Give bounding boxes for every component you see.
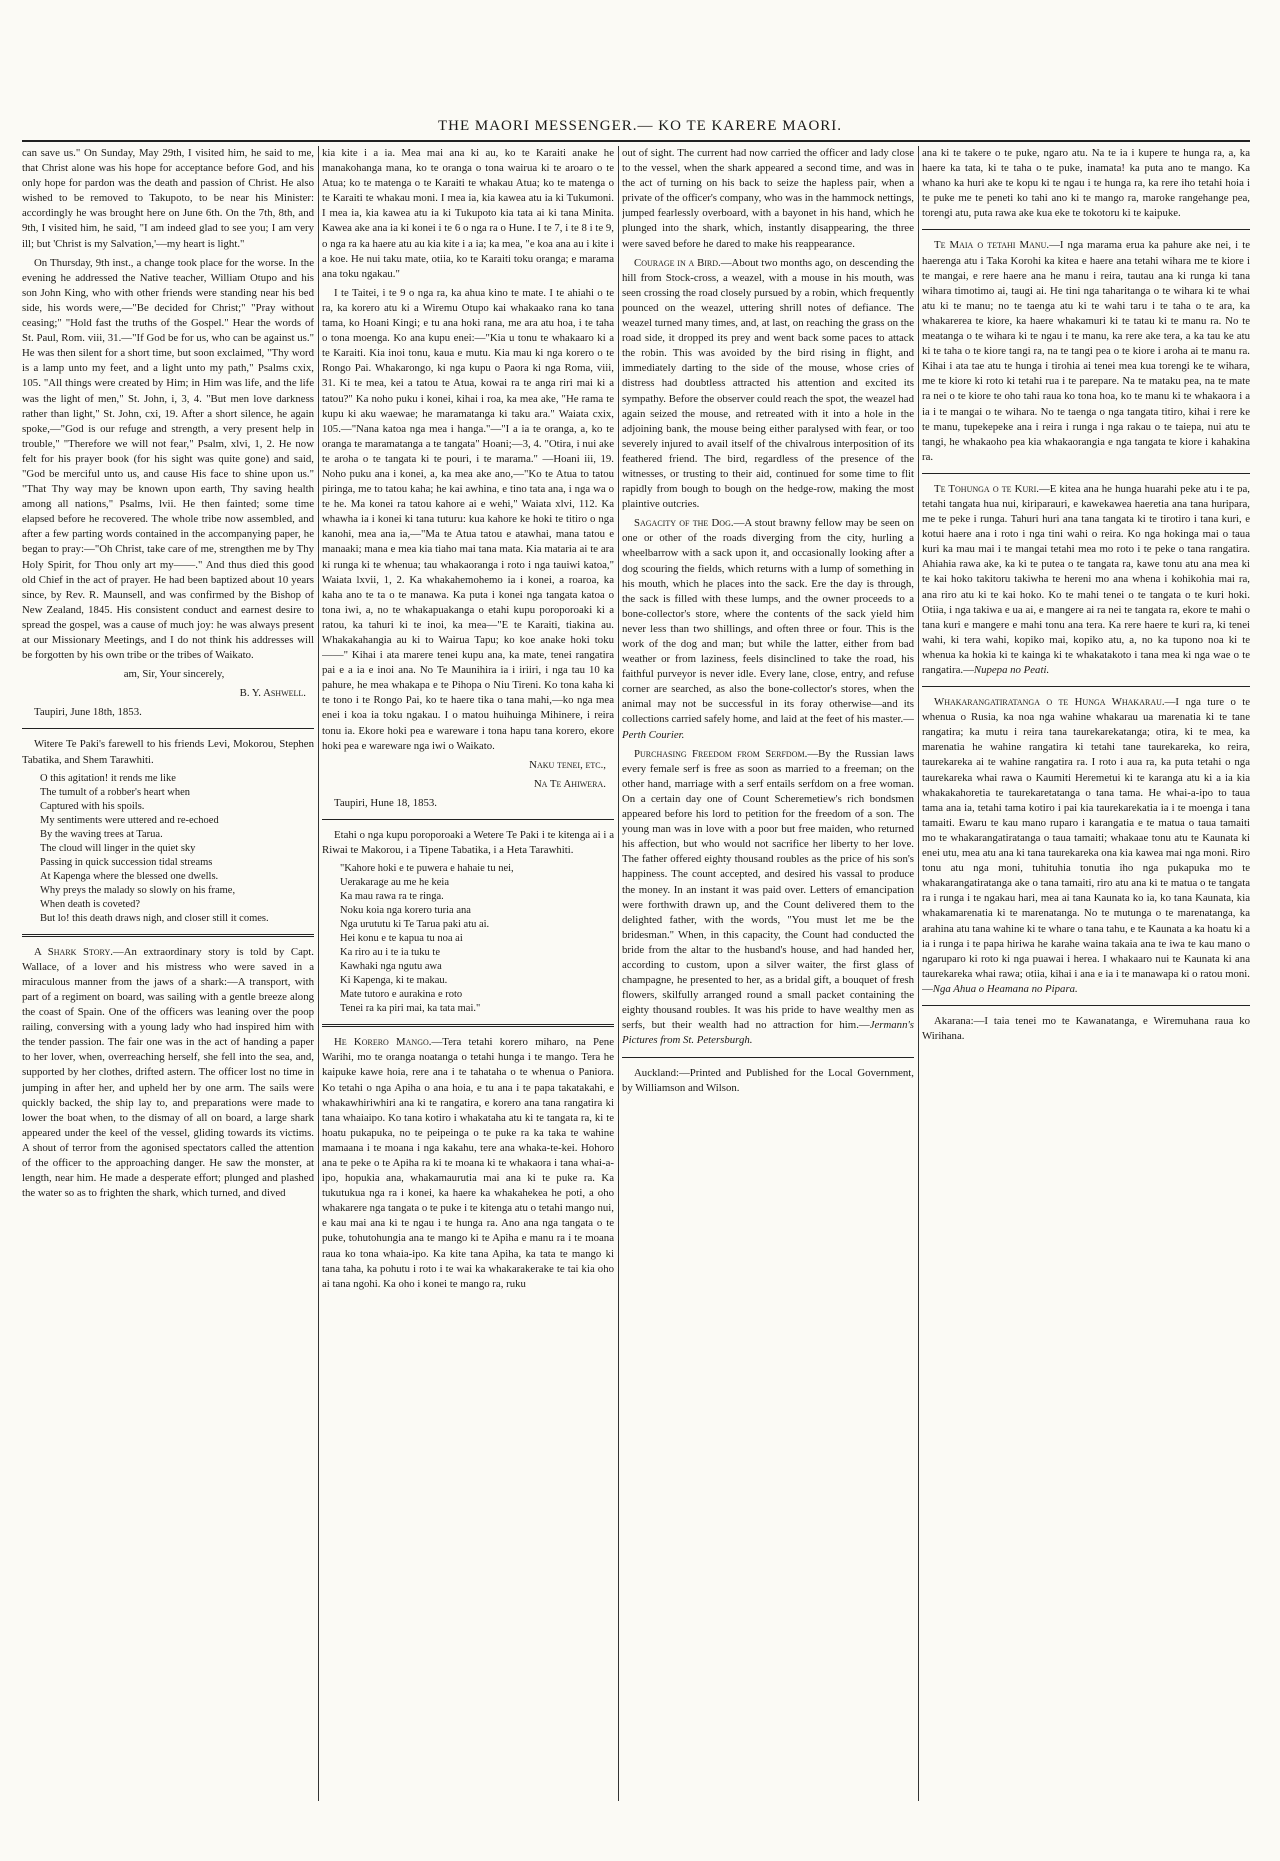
column-2 xyxy=(322,146,614,1801)
article-source: Nga Ahua o Heamana no Pipara. xyxy=(932,982,1078,995)
column-divider xyxy=(918,146,919,1801)
article-paragraph: out of sight. The current had now carried the officer and lady close to the vessel, when the shark appeared a second time, and was in the act of turning on his back to seize the hapless pair, when a private of the officer's company, who was in the hammock nettings, jumped fearlessly overboard, with a bayonet in his hand, which he plunged into the shark, which, instantly disappearing, the three were saved before he dared to make his reappearance. xyxy=(622,147,914,250)
column-3 xyxy=(622,146,914,1801)
divider xyxy=(322,1024,614,1027)
article-title: Purchasing Freedom from Serfdom. xyxy=(634,747,808,760)
letter-paragraph: can save us." On Sunday, May 29th, I visited him, he said to me, that Christ alone was his hope for acceptance before God, and his only hope for pardon was the death and passion of Christ. He also wished to be removed to Takupoto, to be near his Minister: accordingly he was brought here on June 6th. On the 7th, 8th, and 9th, I visited him, he said, "I am indeed glad to see you; I am very ill; but 'Christ is my Salvation,'—my heart is light." xyxy=(22,147,314,250)
poem-line: Why preys the malady so slowly on his frame, xyxy=(40,884,236,896)
divider xyxy=(622,1057,914,1058)
letter-paragraph: On Thursday, 9th inst., a change took place for the worse. In the evening he addressed the Native teacher, William Otupo and his son John King, who with other friends were standing near his bed side, his words were,—"Be decided for Christ;" "Pray without ceasing;" "Hold fast the truths of the Gospel." Hear the words of St. Paul, Rom. viii, 31.—"If God be for us, who can be against us." He was then silent for a short time, but soon exclaimed, "Thy word is a lamp unto my feet, and a light unto my path," Psalms cxix, 105. "All things were created by Him; in Him was life, and the life was the light of men," St. John, i, 3, 4. "But men love darkness rather than light," St. John, cxi, 19. After a short silence, he again spoke,—"God is our refuge and strength, a very present help in trouble," "Therefore we will not fear," Psalm, xlvi, 1, 2. He now felt for his prayer book (for his sight was quite gone) and said, "God be merciful unto us, and cause His face to shine upon us." "That Thy way may be known upon earth, Thy saving health among all nations," Psalms, lvii. He then fainted; some time elapsed before he recovered. The whole tribe now assembled, and after a few parting words contained in the accompanying paper, he began to pray:—"Oh Christ, take care of me, strengthen me by Thy Holy Spirit, for Thou only art my——." And thus died this good old Chief in the act of prayer. He had been baptized about 10 years since, by Rev. R. Maunsell, and was confirmed by the Bishop of New Zealand, 1845. His consistent conduct and earnest desire to spread the gospel, was a cause of much joy: he was always present at our Missionary Meetings, and I do not think his addresses will be forgotten by his own tribe or the tribes of Waikato. xyxy=(22,256,314,662)
letter-closing: Naku tenei, etc., xyxy=(529,758,606,771)
article-body: —E kitea ana he hunga huarahi peke atu i te pa, tetahi tangata hua nui, kiriparauri, e kawekawea haeretia ana tana huripara, me te peke i runga. Tahuri huri ana tana tangata ki te tirotiro i tana kuri, e kotui haere ana i roto i nga tini wahi o reira. Ko nga hokinga mai o taua kuri ka mau mai i te mangai tetahi mea mo roto i te peke o tana rangatira. Ahiahia rawa ake, ka ki te putea o te tangata ra, kawe tonu atu ana mea ki te kai hoko takitoru takiwha te hereni mo ana whena i kohikohia mai ra, ana riro atu ki te kai hoko. Ko te mahi tenei o te tangata o te kuri hoki. Otiia, i nga takiwa e ua ai, e mangere ai ra nei te tangata ra, ekore te mahi o tana kuri e mangere e mahi tonu ana tera. Ka rere haere te kuri ra, ki tenei wahi, ki tera wahi, kopiko mai, kopiko atu, a, no ka tupono noa ki te whenua ka hokia ki te kainga ki te whakatakoto i tana mea ki nga wae o te rangatira. xyxy=(922,482,1250,676)
letter-paragraph: I te Taitei, i te 9 o nga ra, ka ahua kino te mate. I te ahiahi o te ra, ka korero atu ki a Wiremu Otupo kai whakaako rana ko tana tama, ko Hoani Kingi; e tu ana hoki rana, me ara atu hoa, i te taha o tona moenga. Ko ana kupu enei:—"Kia u tonu te whakaaro ki a te Karaiti. Kia inoi tonu, kaua e mutu. Kia mau ki nga korero o te Rongo Pai. Whakarongo, ki nga kupu o Paora ki nga Roma, viii, 31. Ki te mea, kei a tatou te Atua, kowai ra te anga riri mai ki a tatou?" Ka noho puku i konei, kihai i roa, ka mea ake, "He rama te kupu ki aku waewae; he maramatanga ki taku ara." Waiata cxix, 105.—"Nana katoa nga mea i hanga."—"I a ia te oranga, a, ko te oranga te maramatanga a te tangata" Hoani;—3, 4. "Otira, i nui ake te aroha o te tangata ki te pouri, i te marama." —Hoani iii, 19. Noho puku ana i konei, a, ka mea ake ano,—"Ko te Atua to tatou piringa, me to tatou kaha; he kai awhina, e tino tata ana, i nga wa o te he. Ma konei ra tatou kahore ai e wehi," Waiata xlvi, 112. Ka whawha ia i konei ki tana tuturu: kua kahore ke hoki te titiro o nga kanohi, mea ana ia,—"Ma te Atua tatou e atawhai, mana tatou e manaaki; mana e mea kia tiaho mai tana mata. Kia mataria ai te ara ki runga ki te whenua; tau whakaoranga i roto i nga tauiwi katoa," Waiata lxvii, 1, 2. Ka whakahemohemo ia i konei, a roaroa, ka kaha ano te ta o te manawa. Ka puta i konei nga tangata katoa o tona iwi, a, no te whakapuakanga o etahi kupu poroporoaki ki a ratou, ka tahuri ki te inoi, ka mea—"E te Karaiti, tiakina au. Whakakahangia au ki to Wairua Tapu; ko koe anake hoki toku——" Kihai i ata marere tenei kupu ana, ka mate, tenei rangatira pai e a ia e inoi ana. No Te Maunihira ia i iriiri, i nga tau 10 ka pahure, he mea whakapa e te Pihopa o Niu Tireni. Ko tona kaha ki te tono i te Rongo Pai, ko te haere tika o tana mahi,—ko nga mea enei i koa ia toku ngakau. I o matou huihuinga Mihinere, i reira tonu ia. Ekore hoki pea e wareware i tona hapu tana korero, ekore hoki pea e wareware nga iwi o Waikato. xyxy=(322,286,614,752)
poem-line: Tenei ra ka piri mai, ka tata mai." xyxy=(340,1003,481,1015)
masthead-rule xyxy=(22,140,1250,142)
poem-line: Noku koia nga korero turia ana xyxy=(340,905,471,917)
article-body: —By the Russian laws every female serf is free as soon as married to a freeman; on the other hand, marriage with a serf entails serfdom on a free woman. On a certain day one of Count Scheremetiew's rich bondsmen appeared before his lord to petition for the freedom of a son. The young man was in love with a poor but free maiden, who returned his affection, but who would not sacrifice her liberty to her love. The father offered eighty thousand roubles as the price of his son's happiness. The count accepted, and desired his vassal to produce the money. In an instant it was paid over. Letters of emancipation were forthwith drawn up, and the Count delivered them to the delighted father, with the words, "You must let me be the bridesman." When, in this capacity, the Count had conducted the bride from the altar to the husband's house, and had handed her, according to custom, upon a silver waiter, the first glass of champagne, he presented to her, as a bridal gift, a bouquet of fresh flowers, skilfully arranged round a small packet containing the eighty thousand roubles. It was his pride to have wealthy men as serfs, but their wealth had no attraction for him. xyxy=(622,747,914,1032)
poem xyxy=(22,772,314,926)
poem-line: Ka mau rawa ra te ringa. xyxy=(340,891,444,903)
divider xyxy=(22,728,314,729)
article-courage xyxy=(622,256,914,513)
column-divider xyxy=(618,146,619,1801)
poem-line: Ki Kapenga, ki te makau. xyxy=(340,975,448,987)
poem-intro: Witere Te Paki's farewell to his friends Levi, Mokorou, Stephen Tabatika, and Shem Tarawhiti. xyxy=(22,738,314,766)
divider xyxy=(922,473,1250,474)
divider xyxy=(922,229,1250,230)
divider xyxy=(922,686,1250,687)
article-mango xyxy=(322,1035,614,1292)
article-body: —I nga ture o te whenua o Rusia, ka noa nga wahine whakarau ua marenatia ki te tane rangatira; ka mutu i reira tana taurekarekatanga; otira, ki te mea, ka marenatia he wahine rangatira ki tetahi tane taurekareka, ko reira, taurekareka ai te wahine rangatira ra. I roto i aua ra, ka puta tetahi o nga taurekareka whai rawa o Kaumiti Heremetui ki te karanga atu ki a ia kia whakakahoretia te taurekaretatanga o tana tama. He whai-a-ipo to taua tama ana ia, tetahi tama kotiro i pai kia taurekarekatia ia i te moenga i tana tamaiti. Ewaru te kau mano ruparo i karangatia e te matua o taua tamaiti mo te whakarangatiratanga o taua tamaiti; whakaae tonu atu te Kaunata ki enei utu, mea atu ana ki tana taurekareka ona kia kawea mai nga moni. Riro tonu atu nga moni, tuhituhia tonutia iho nga pukapuka mo te whakarangatiratanga ake o tana tamaiti, riro atu ana ki te matua o te tangata ra i runga i te ngakau hari, mea ai tana Kaunata ko ia, ko tana Kaunata, kia whakamarenatia ki te marenatanga. No te mutunga o te marenatanga, ka arahina atu tana wahine ki te whare o tana tahu, e te Kaunata a ka hoatu ki a ia i runga i te papa hiriwa he karahe waina takaia ana te iwa te kau mano o ngaruparo ki roto ki nga puawai i herea. I whakaaro nui te Kaunata ki ana taurekareka whai rawa; otiia, kihai i ana e ia i te manawapa ki o ratou moni. xyxy=(922,696,1250,980)
divider xyxy=(922,1005,1250,1006)
article-kuri: Te Tohunga o te Kuri.—E kitea ana he hunga huarahi peke atu i te pa, tetahi tangata hua nui, kiriparauri, e kawekawea haeretia ana tana huripara, me te peke i runga. Tahuri huri ana tana tangata ki te tirotiro i tana kuri, e kotui haere ana i roto i nga tini wahi o reira. Ko nga hokinga mai o taua kuri ka mau mai i te mangai tetahi mea mo roto i te peke o tana rangatira. Ahiahia rawa ake, ka ki te putea o te tangata ra, kawe tonu atu ana mea ki te kai hoko takitoru takiwha te hereni mo ana whena i kohikohia mai ra, ana riro atu ki te kai hoko. Ko te mahi tenei o te tangata o te kuri hoki. Otiia, i nga takiwa e ua ai, e mangere ai ra nei te tangata ra, ekore te mahi o tana kuri e mangere e mahi tonu ana tera. Ka rere haere te kuri ra, ki tenei wahi, ki tera wahi, kopiko mai, kopiko atu, a, no ka tupono noa ki te whenua ka hokia ki te kainga ki te whakatakoto i tana mea ki nga wae o te rangatira.—Nupepa no Peati. xyxy=(922,482,1250,676)
article-title: Te Tohunga o te Kuri. xyxy=(934,482,1039,495)
article-title: A Shark Story. xyxy=(34,945,113,958)
article-manu xyxy=(922,238,1250,464)
article-hunga: Whakarangatiratanga o te Hunga Whakarau.—I nga ture o te whenua o Rusia, ka noa nga wahine whakarau ua marenatia ki te tane rangatira; ka mutu i reira tana taurekarekatanga; otira, ki te mea, ka marenatia he wahine rangatira ki tetahi tane taurekareka, ko reira, taurekareka ai te wahine rangatira ra. I roto i aua ra, ka puta tetahi o nga taurekareka whai rawa o Kaumiti Heremetui ki te karanga atu ki a ia kia whakakahoretia te taurekaretatanga o tana tama. He whai-a-ipo to taua tama ana ia, tetahi tama kotiro i pai kia taurekarekatia ia i te moenga i tana tamaiti. Ewaru te kau mano ruparo i karangatia e te matua o taua tamaiti mo te whakarangatiratanga o taua tamaiti; whakaae tonu atu te Kaunata ki enei utu, mea atu ana ki tana taurekareka ona kia kawea mai nga moni. Riro tonu atu nga moni, tuhituhia tonutia iho nga pukapuka mo te whakarangatiratanga ake o tana tamaiti, riro atu ana ki te matua o te tangata ra i runga i te ngakau hari, mea ai tana Kaunata ko ia, ko tana Kaunata, kia whakamarenatia ki te marenatanga. No te mutunga o te marenatanga, ka arahina atu tana wahine ki te whare o tana tahu, e te Kaunata a ka hoatu ki a ia i runga i te papa hiriwa he karahe waina takaia ana te iwa te kau mano o ngaruparo ki roto ki nga puawai i herea. I whakaaro nui te Kaunata ki ana taurekareka whai rawa; otiia, kihai i ana e ia i te manawapa ki o ratou moni.—Nga Ahua o Heamana no Pipara. xyxy=(922,696,1250,995)
imprint: Akarana:—I taia tenei mo te Kawanatanga, e Wiremuhana raua ko Wirihana. xyxy=(922,1014,1250,1043)
imprint: Auckland:—Printed and Published for the Local Government, by Williamson and Wilson. xyxy=(622,1066,914,1094)
article-body: —An extraordinary story is told by Capt. Wallace, of a lover and his mistress who were saved in a miraculous manner from the jaws of a shark:—A transport, with part of a regiment on board, was sailing with a gentle breeze along the coast of Spain. One of the officers was leaning over the poop railing, conversing with a young lady who had inspired him with the tender passion. The fair one was in the act of handing a paper to her lover, when, overreaching herself, she fell into the sea, and, supported by her clothes, drifted astern. The officer lost no time in jumping in after her, and upheld her by one arm. The sails were quickly backed, the ship lay to, and preparations were made to lower the boat when, to the dismay of all on board, a large shark appeared under the keel of the vessel, gliding towards its victims. A shout of terror from the agonised spectators called the attention of the officer to the approaching danger. He saw the monster, at length, near him. He made a desperate effort; plunged and plashed the water so as to frighten the shark, which turned, and dived xyxy=(22,945,314,1200)
poem-line: "Kahore hoki e te puwera e hahaie tu nei, xyxy=(340,863,514,875)
article-body: —About two months ago, on descending the hill from Stock-cross, a weazel, with a mouse in his mouth, was seen crossing the road closely pursued by a robin, which frequently pounced on the weazel, uttering shrill notes of defiance. The weazel turned many times, and, at last, on reaching the grass on the road side, it dropped its prey and went back some paces to attack the robin. This was avoided by the bird rising in flight, and immediately darting to the side of the mouse, whose cries of distress had doubtless attracted his attention and excited its sympathy. Before the observer could reach the spot, the weazel had again seized the mouse, and retreated with it into a hole in the adjoining bank, the mouse being either paralysed with fear, or too severely injured to avail itself of the chivalrous interposition of its feathered friend. The bird, regardless of the presence of the witnesses, or trusting to their aid, continued for some time to flit rapidly from bough to bough on the hedge-row, making the most plaintive outcries. xyxy=(622,256,914,511)
column-4 xyxy=(922,146,1250,1801)
article-title: Te Maia o tetahi Manu. xyxy=(934,239,1050,252)
article-title: Courage in a Bird. xyxy=(634,256,721,269)
poem-line: Passing in quick succession tidal streams xyxy=(40,856,213,868)
dateline: Taupiri, June 18th, 1853. xyxy=(34,706,142,719)
article-body: —Tera tetahi korero miharo, na Pene Warihi, mo te oranga noatanga o tetahi hunga i te mango. Tera he kaipuke kawe hoia, rere ana i te tahataha o te whenua o Paniora. Ko tetahi o nga Apiha o ana hoia, e tu ana i te papa takatakahi, e whakawhiriwhiri ana ki te rangatira, e korero ana tana rangatira ki tana whaiaipo. Ko tana kotiro i whakataha atu ki te tangata ra, ki te hoatu pukapuka, no te peipeinga o te puke ra ka taka te wahine mamaana i te moana i nga kakahu, tere ana whaka-te-kei. Hohoro ana te peke o te Apiha ra ki te moana ki te whakaora i tana whai-a-ipo, hopukia ana, whakamaurutia mai ana ki te puke ra. Ka tukutukua nga ra i konei, ka haere ka whakahekea he poti, a oho whakarere nga tangata o te puke i te kitenga atu o tetahi mango nui, e kau mai ana ki te ngau i te hunga ra. Ano ana nga tangata o te puke, tohutohungia ana te mango ki te Apiha e manu ra i te moana raua ko tona whaia-ipo. Ka kite tana Apiha, ka tata te mango ki tana taha, ka pohutu i roto i te wai ka whakarakerake te tai kia oho ai tana ngohi. Ka oho i konei te mango ra, ruku xyxy=(322,1036,614,1290)
dateline: Taupiri, Hune 18, 1853. xyxy=(334,796,437,809)
poem-line: By the waving trees at Tarua. xyxy=(40,828,163,840)
article-title: Sagacity of the Dog. xyxy=(634,517,734,530)
poem-line: Uerakarage au me he keia xyxy=(340,877,450,889)
column-1 xyxy=(22,146,314,1801)
article-paragraph: ana ki te takere o te puke, ngaro atu. Na te ia i kupere te hunga ra, a, ka haere ka tata, ki te taha o te puke, inamata! ka puta ano te mango. Ka whano ka huri ake te kopu ki te ngau i te hunga ra, ka rere iho tetahi hoia i te puke me te peneti ko tahi ano ki te mango ra, maroke rangehange pea, torengi atu, puta rawa ake kua eke te tokotoru ki te kaipuke. xyxy=(922,147,1250,220)
article-source: Jermann's Pictures from St. Petersburgh. xyxy=(622,1019,914,1047)
letter-signature: Na Te Ahiwera. xyxy=(533,777,606,790)
article-shark xyxy=(22,945,314,1202)
divider xyxy=(22,934,314,937)
poem-line: Mate tutoro e aurakina e roto xyxy=(340,989,463,1001)
poem xyxy=(322,862,614,1016)
poem-line: O this agitation! it rends me like xyxy=(40,772,176,784)
poem-line: Kawhaki nga ngutu awa xyxy=(340,961,442,973)
column-divider xyxy=(318,146,319,1801)
poem-line: When death is coveted? xyxy=(40,898,140,910)
divider xyxy=(322,819,614,820)
poem-line: My sentiments were uttered and re-echoed xyxy=(40,814,219,826)
letter-paragraph: kia kite i a ia. Mea mai ana ki au, ko te Karaiti anake he manakohanga mana, ko te oranga o tona wairua ki te aroaro o te Atua; ko te matenga o te Karaiti te whakau Atua; ko te matenga o te Karaiti te whakau moni. I mea ia, kia kawea atu ia ki Tukumoni. I mea ia, kia kawea atu ia ki Tukupoto kia tata ai ki tana Minita. Kawea ake ana ia ki konei i te 6 o nga ra o Hune. I te 7, i te 8 i te 9, o nga ra ka haere atu au kia kite i a ia; ka mea, "e koa ana au i kite i a koe. He nui taku mate, otiia, ko te Karaiti toku oranga; e marama ana toku ngakau." xyxy=(322,147,614,280)
article-title: Whakarangatiratanga o te Hunga Whakarau. xyxy=(934,696,1165,709)
letter-closing: am, Sir, Your sincerely, xyxy=(123,668,225,681)
article-source: Nupepa no Peati. xyxy=(973,664,1050,676)
article-body: —A stout brawny fellow may be seen on one or other of the roads diverging from the city, hurling a wheelbarrow with a sack upon it, and occasionally looking after a dog scouring the fields, which returns with a lump of something in his mouth, which he places into the sack. Ere the day is through, the sack is filled with these lumps, and the owner proceeds to a bone-collector's store, where the contents of the sack yield him never less than two shillings, and often three or four. This is the work of the dog and man; but while the latter, either from bad weather or from laziness, feels disinclined to take the road, his faithful purveyor is never idle. Every lane, close, entry, and refuse corner are searched, as also the bone-collector's stores, when the animal may not be successful in its foray otherwise—and its collections carried safely home, and laid at the feet of his master. xyxy=(622,517,914,726)
poem-line: At Kapenga where the blessed one dwells. xyxy=(40,870,219,882)
poem-line: Ka riro au i te ia tuku te xyxy=(340,947,441,959)
page-masthead: THE MAORI MESSENGER.— KO TE KARERE MAORI. xyxy=(437,118,843,134)
article-source: Perth Courier. xyxy=(622,728,685,741)
poem-line: Hei konu e te kapua tu noa ai xyxy=(340,933,463,945)
article-body: —I nga marama erua ka pahure ake nei, i te haerenga atu i Taka Korohi ka kitea e haere ana tetahi wihara me te kiore i te mangai, e rere haere ana he manu i reira, tautau ana ki runga ki tana wihara timotimo ai, taugi ai. He tini nga taharitanga o te wihara ki te whai atu ki te manu; no te taenga atu ki te wahi taru i te taha o te ara, ka whakarerea te kiore, ka haere whakamuri ki te tatau ki te manu ra. No te meatanga o te wihara ki te ngau i te manu, ka rere ake tera, a ka tau ke atu ki te taha o te kiore tangi ra, na te tangi pea o te kiore i aroha ai te manu ra. Kihai i ata tae atu te hunga i tirohia ai tenei mea kua torengi ke te wihara, me te kiore ki roto ki tetahi rua i te parepare. Na te mataku pea, na te mate ra nei o te kiore te oho tahi raua ko tona hoa, ko te manu ki te whakaora i a ia i te mangai o te wihara. No te taenga o nga tangata titiro, kihai i rere ke te manu, tupekepeke ana i reira i runga i nga rakau o te taiepa, nui atu te tangi, he whakaoho pea kia whakaorangia e nga tangata te kiore i kahakina ra. xyxy=(922,239,1250,463)
article-serfdom: Purchasing Freedom from Serfdom.—By the Russian laws every female serf is free as soon as married to a freeman; on the other hand, marriage with a serf entails serfdom on a free woman. On a certain day one of Count Scheremetiew's rich bondsmen appeared before his lord to petition for the freedom of a son. The young man was in love with a poor but free maiden, who returned his affection, but who would not sacrifice her liberty to her love. The father offered eighty thousand roubles as the price of his son's happiness. The count accepted, and desired his vassal to produce the money. In an instant it was paid over. Letters of emancipation were forthwith drawn up, and the Count delivered them to the delighted father, with the words, "You must let me be the bridesman." When, in this capacity, the Count had conducted the bride from the altar to the husband's house, and had handed her, according to custom, upon a silver waiter, the first glass of champagne, he presented to her, as a bridal gift, a bouquet of fresh flowers, skilfully arranged round a small packet containing the eighty thousand roubles. It was his pride to have wealthy men as serfs, but their wealth had no attraction for him.—Jermann's Pictures from St. Petersburgh. xyxy=(622,747,914,1047)
poem-line: Captured with his spoils. xyxy=(40,800,145,812)
poem-line: The tumult of a robber's heart when xyxy=(40,786,191,798)
poem-intro: Etahi o nga kupu poroporoaki a Wetere Te Paki i te kitenga ai i a Riwai te Makorou, i a Tipene Tabatika, i a Heta Tarawhiti. xyxy=(322,829,614,857)
letter-signature: B. Y. Ashwell. xyxy=(239,687,306,700)
poem-line: The cloud will linger in the quiet sky xyxy=(40,842,196,854)
poem-line: Nga urututu ki Te Tarua paki atu ai. xyxy=(340,919,490,931)
article-dog: Sagacity of the Dog.—A stout brawny fellow may be seen on one or other of the roads diverging from the city, hurling a wheelbarrow with a sack upon it, and occasionally looking after a dog scouring the fields, which returns with a lump of something in his mouth, which he places into the sack. Ere the day is through, the sack is filled with these lumps, and the owner proceeds to a bone-collector's store, where the contents of the sack yield him never less than two shillings, and often three or four. This is the work of the dog and man; but while the latter, either from bad weather or from laziness, feels disinclined to take the road, his faithful purveyor is never idle. Every lane, close, entry, and refuse corner are searched, as also the bone-collector's stores, when the animal may not be successful in its foray otherwise—and its collections carried safely home, and laid at the feet of his master.—Perth Courier. xyxy=(622,517,914,741)
article-title: He Korero Mango. xyxy=(334,1036,432,1049)
poem-line: But lo! this death draws nigh, and closer still it comes. xyxy=(40,912,269,924)
